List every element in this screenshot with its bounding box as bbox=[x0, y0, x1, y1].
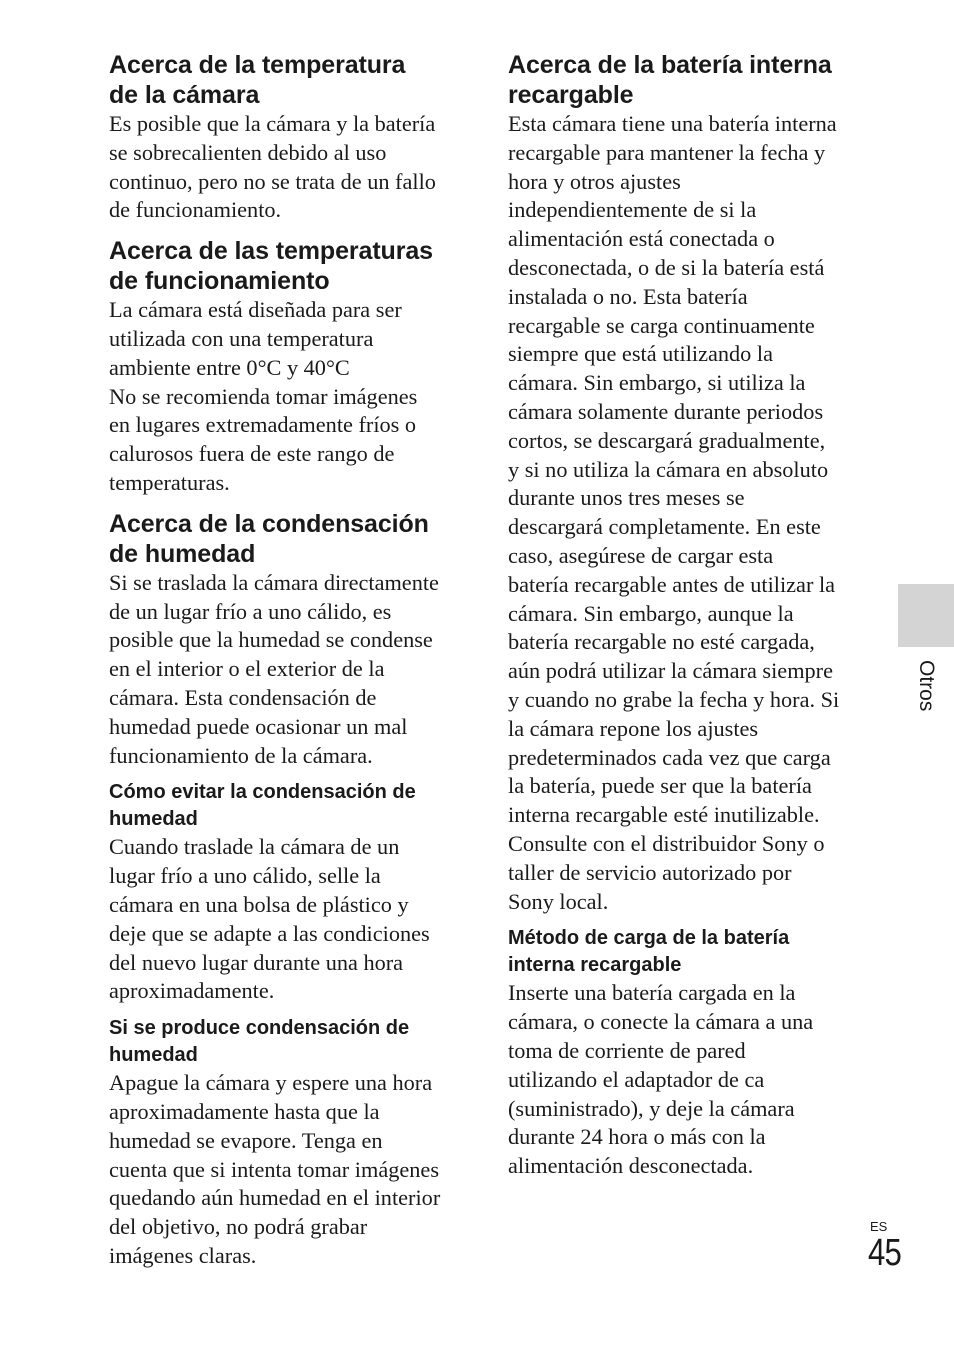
heading-moisture-condensation: Acerca de la condensación de humedad bbox=[109, 509, 429, 568]
body-camera-temperature: Es posible que la cámara y la batería se sobrecalienten debido al uso continuo, pero no se trata de un fallo de funcionamiento. bbox=[109, 111, 436, 223]
subheading-if-condensation: Si se produce condensación de humedad bbox=[109, 1017, 410, 1067]
heading-operating-temperatures: Acerca de las temperaturas de funcionamiento bbox=[109, 237, 433, 296]
subheading-charging-method: Método de carga de la batería interna recargable bbox=[508, 927, 790, 977]
heading-camera-temperature: Acerca de la temperatura de la cámara bbox=[109, 51, 406, 109]
body-internal-battery: Esta cámara tiene una batería interna recargable para mantener la fecha y hora y otros ajustes independientemente de si la alimentación está conectada o desconectada, o de si la batería está instalada o no. Esta batería recargable se carga continuamente siempre que está utilizando la cámara. Sin embargo, si utiliza la cámara solamente durante periodos cortos, se descargará gradualmente, y si no utiliza la cámara en absoluto durante unos tres meses se descargará completamente. En este caso, asegúrese de cargar esta batería recargable antes de utilizar la cámara. Sin embargo, aunque la batería recargable no esté cargada, aún podrá utilizar la cámara siempre y cuando no grabe la fecha y hora. Si la cámara repone los ajustes predeterminados cada vez que carga la batería, puede ser que la batería interna recargable esté inutilizable. Consulte con el distribuidor Sony o taller de servicio autorizado por Sony local. bbox=[508, 111, 840, 914]
page-language-code: ES bbox=[870, 1219, 888, 1234]
section-tab-label: Otros bbox=[915, 660, 938, 712]
body-avoid-condensation: Cuando traslade la cámara de un lugar frío a uno cálido, selle la cámara en una bolsa de plástico y deje que se adapte a las condiciones del nuevo lugar durante una hora aproximadamente. bbox=[109, 834, 430, 1004]
section-tab-marker bbox=[898, 584, 954, 647]
body-charging-method: Inserte una batería cargada en la cámara, o conecte la cámara a una toma de corriente de pared utilizando el adaptador de ca (suministrado), y deje la cámara durante 24 hora o más con la alimentación desconectada. bbox=[508, 980, 814, 1179]
right-column bbox=[508, 50, 868, 1181]
page-number: 45 bbox=[868, 1232, 902, 1274]
body-if-condensation: Apague la cámara y espere una hora aproximadamente hasta que la humedad se evapore. Tenga en cuenta que si intenta tomar imágenes quedando aún humedad en el interior del objetivo, no podrá grabar imágenes claras. bbox=[109, 1070, 441, 1268]
body-operating-temperatures: La cámara está diseñada para ser utilizada con una temperatura ambiente entre 0°C y 40°C No se recomienda tomar imágenes en lugares extremadamente fríos o calurosos fuera de este rango de temperaturas. bbox=[109, 297, 418, 495]
subheading-avoid-condensation: Cómo evitar la condensación de humedad bbox=[109, 781, 416, 831]
heading-internal-battery: Acerca de la batería interna recargable bbox=[508, 51, 832, 109]
body-moisture-condensation: Si se traslada la cámara directamente de un lugar frío a uno cálido, es posible que la humedad se condense en el interior o el exterior de la cámara. Esta condensación de humedad puede ocasionar un mal funcionamiento de la cámara. bbox=[109, 569, 439, 768]
left-column bbox=[109, 50, 469, 1271]
